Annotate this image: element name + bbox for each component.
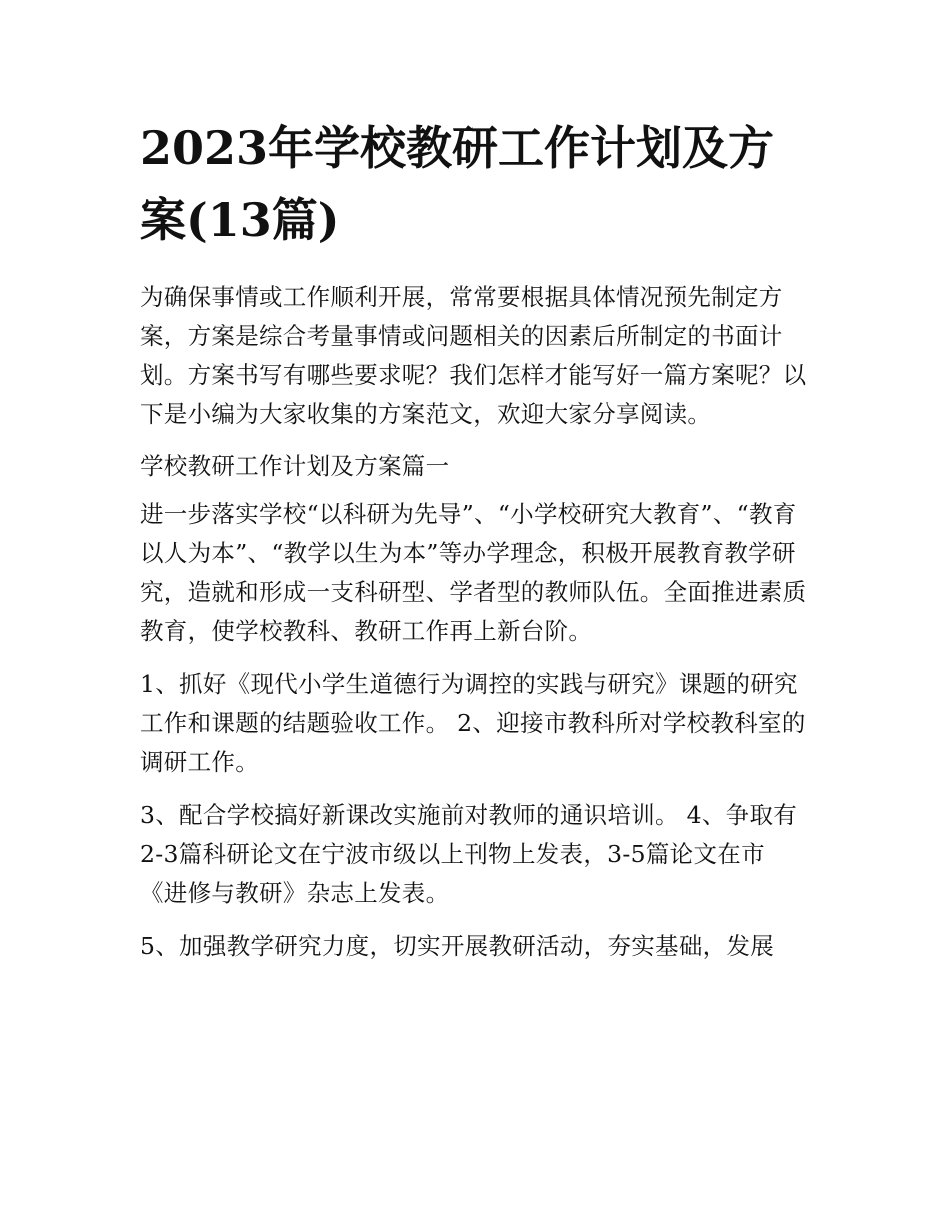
document-title: 2023年学校教研工作计划及方案(13篇) [140,121,775,247]
section-heading: 学校教研工作计划及方案篇一 [140,452,450,480]
body-paragraph-1: 进一步落实学校“以科研为先导”、“小学校研究大教育”、“教育以人为本”、“教学以生为本”等办学理念，积极开展教育教学研究，造就和形成一支科研型、学者型的教师队伍。全面推进素质教育，使学校教科、教研工作再上新台阶。 [140,500,807,645]
body-paragraph-3: 3、配合学校搞好新课改实施前对教师的通识培训。 4、争取有2-3篇科研论文在宁波市级以上刊物上发表，3-5篇论文在市《进修与教研》杂志上发表。 [140,801,798,907]
intro-paragraph: 为确保事情或工作顺利开展，常常要根据具体情况预先制定方案，方案是综合考量事情或问题相关的因素后所制定的书面计划。方案书写有哪些要求呢？我们怎样才能写好一篇方案呢？以下是小编为大家收集的方案范文，欢迎大家分享阅读。 [140,283,807,428]
document-body [140,112,812,966]
body-paragraph-2: 1、抓好《现代小学生道德行为调控的实践与研究》课题的研究工作和课题的结题验收工作。 2、迎接市教科所对学校教科室的调研工作。 [140,670,806,776]
body-paragraph-4: 5、加强教学研究力度，切实开展教研活动，夯实基础，发展 [140,932,775,960]
